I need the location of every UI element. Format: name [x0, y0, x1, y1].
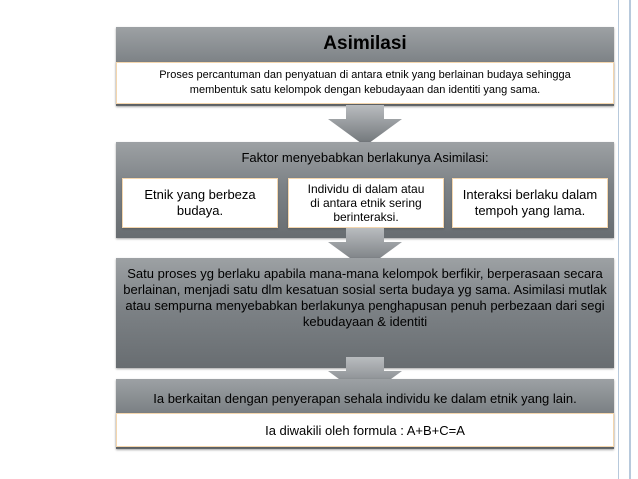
factor-text: Individu di dalam atau di antara etnik sering berinteraksi. — [307, 182, 425, 224]
down-arrow-icon — [326, 105, 404, 147]
diagram-title: Asimilasi — [323, 33, 407, 54]
definition-text: Proses percantuman dan penyatuan di antara etnik yang berlainan budaya sehingga membentuk satu kelompok dengan kebudayaan dan identiti yang sama. — [159, 69, 571, 96]
formula-panel — [116, 413, 614, 447]
definition-panel — [116, 62, 614, 104]
absorption-text: Ia berkaitan dengan penyerapan sehala individu ke dalam etnik yang lain. — [153, 391, 577, 406]
factor-text: Etnik yang berbeza budaya. — [144, 187, 256, 218]
factor-text: Interaksi berlaku dalam tempoh yang lama. — [462, 187, 598, 218]
slide-border-line — [618, 0, 619, 479]
factor-card — [122, 178, 278, 228]
factors-heading: Faktor menyebabkan berlakunya Asimilasi: — [241, 150, 489, 165]
factor-card — [288, 178, 444, 228]
factor-card — [452, 178, 608, 228]
formula-text: Ia diwakili oleh formula : A+B+C=A — [265, 422, 465, 438]
slide-border-line — [629, 0, 631, 479]
process-text: Satu proses yg berlaku apabila mana-mana kelompok berfikir, berperasaan secara berlainan, menjadi satu dlm kesatuan sosial serta budaya yg sama. Asimilasi mutlak atau sempurna menyebabkan berlakunya penghapusan penuh perbezaan dari segi kebudayaan & identiti — [123, 266, 607, 329]
